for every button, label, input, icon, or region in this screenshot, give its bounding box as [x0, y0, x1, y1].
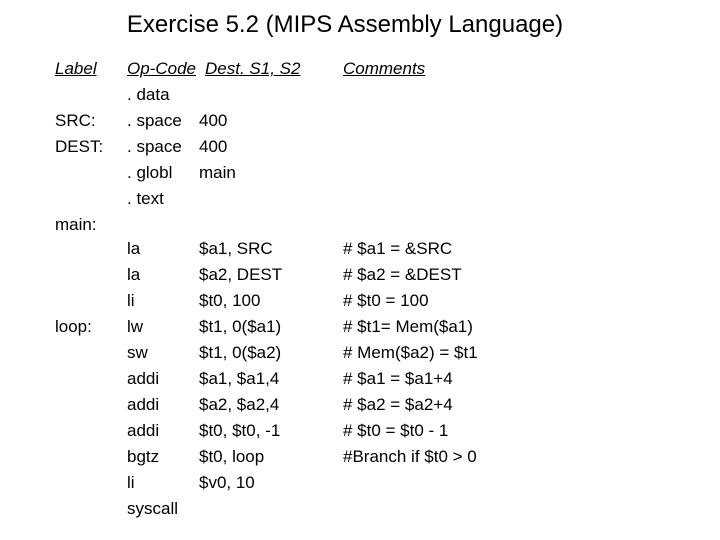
line-operands: main — [199, 163, 236, 182]
line-comment: # $a1 = $a1+4 — [343, 369, 453, 388]
line-operands: 400 — [199, 111, 228, 130]
line-comment: # Mem($a2) = $t1 — [343, 343, 478, 362]
line-opcode: bgtz — [127, 447, 160, 466]
line-operands: $a1, SRC — [199, 239, 273, 258]
header-comments: Comments — [343, 59, 426, 78]
line-comment: # $a2 = $a2+4 — [343, 395, 453, 414]
line-label: SRC: — [55, 111, 96, 130]
line-opcode: la — [127, 265, 141, 284]
line-label: DEST: — [55, 137, 104, 156]
line-comment: # $t0 = $t0 - 1 — [343, 421, 449, 440]
line-operands: $a2, DEST — [199, 265, 283, 284]
slide-title: Exercise 5.2 (MIPS Assembly Language) — [126, 11, 564, 38]
line-operands: $t1, 0($a2) — [199, 343, 282, 362]
line-label: loop: — [55, 317, 92, 336]
line-opcode: lw — [127, 317, 144, 336]
line-comment: # $t1= Mem($a1) — [343, 317, 473, 336]
line-operands: 400 — [199, 137, 228, 156]
line-opcode: syscall — [127, 499, 179, 518]
line-opcode: . globl — [127, 163, 173, 182]
header-operands: Dest. S1, S2 — [205, 59, 301, 78]
line-opcode: addi — [127, 421, 160, 440]
line-operands: $a1, $a1,4 — [199, 369, 280, 388]
line-opcode: . data — [127, 85, 170, 104]
line-operands: $t0, 100 — [199, 291, 261, 310]
line-opcode: . text — [127, 189, 164, 208]
header-opcode: Op-Code — [127, 59, 196, 78]
line-opcode: li — [127, 291, 135, 310]
line-comment: # $a2 = &DEST — [343, 265, 462, 284]
line-operands: $t0, $t0, -1 — [199, 421, 281, 440]
line-label: main: — [55, 215, 97, 234]
line-opcode: sw — [127, 343, 148, 362]
line-operands: $t0, loop — [199, 447, 265, 466]
line-operands: $a2, $a2,4 — [199, 395, 280, 414]
line-opcode: li — [127, 473, 135, 492]
line-opcode: . space — [127, 111, 182, 130]
line-opcode: la — [127, 239, 141, 258]
line-opcode: addi — [127, 395, 160, 414]
line-operands: $v0, 10 — [199, 473, 255, 492]
line-opcode: addi — [127, 369, 160, 388]
header-label: Label — [55, 59, 97, 78]
line-operands: $t1, 0($a1) — [199, 317, 282, 336]
line-comment: # $t0 = 100 — [343, 291, 429, 310]
line-comment: # $a1 = &SRC — [343, 239, 453, 258]
line-opcode: . space — [127, 137, 182, 156]
line-comment: #Branch if $t0 > 0 — [343, 447, 477, 466]
